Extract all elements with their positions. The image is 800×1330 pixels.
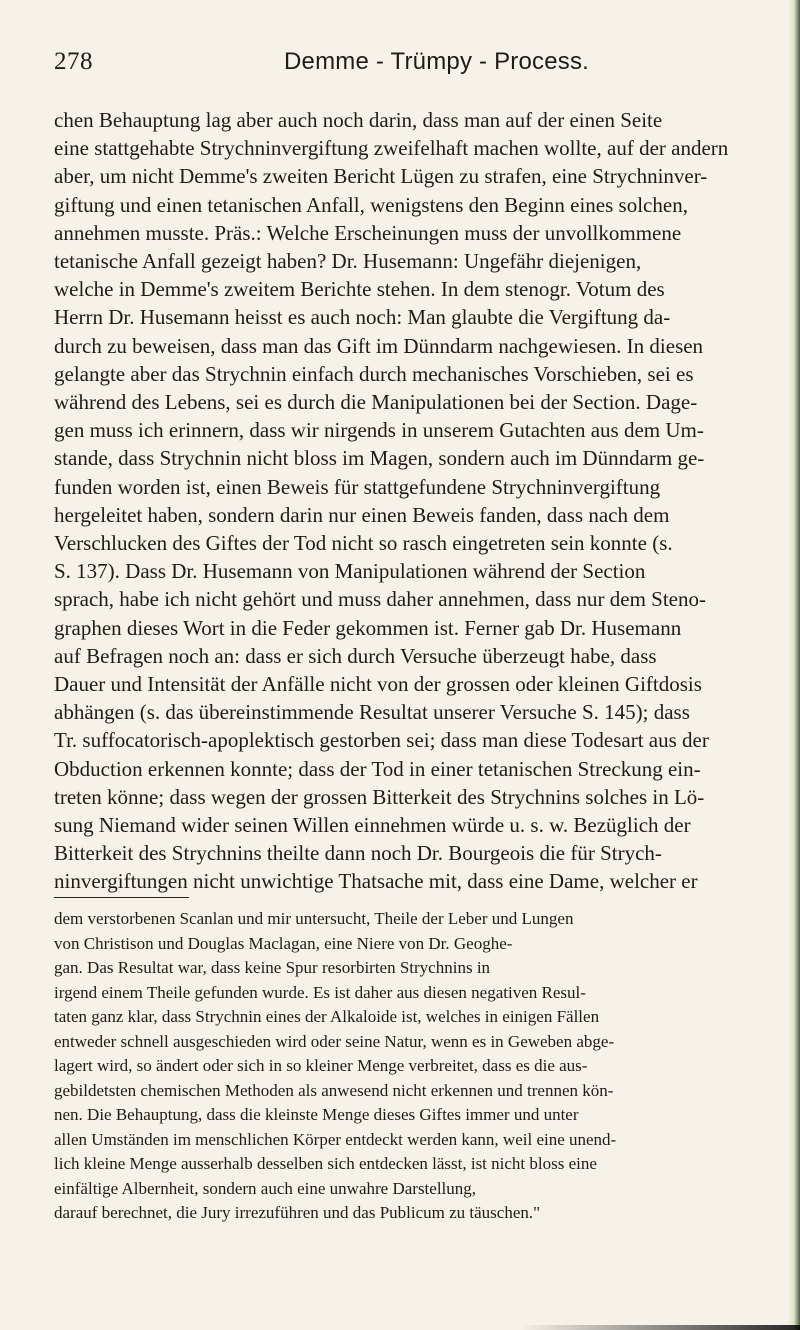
page-number: 278 (54, 48, 93, 75)
running-title: Demme - Trümpy - Process. (284, 48, 590, 75)
footnote-text: dem verstorbenen Scanlan und mir untersucht, Theile der Leber und Lungen von Christison und Douglas Maclagan, eine Niere von Dr. Geoghe- gan. Das Resultat war, dass keine Spur resorbirten Strychnins in irgend einem Theile gefunden wurde. Es ist daher aus diesen negativen Resul- taten ganz klar, dass Strychnin eines der Alkaloide ist, welches in einigen Fällen entweder schnell ausgeschieden wird oder seine Natur, wenn es in Geweben abge- lagert wird, so ändert oder sich in so kleiner Menge verbreitet, dass es die aus- gebildetsten chemischen Methoden als anwesend nicht erkennen und trennen kön- nen. Die Behauptung, dass die kleinste Menge dieses Giftes immer und unter allen Umständen im menschlichen Körper entdeckt werden kann, weil eine unend- lich kleine Menge ausserhalb desselben sich entdecken lässt, ist nicht bloss eine einfältige Albernheit, sondern auch eine unwahre Darstellung, darauf berechnet, die Jury irrezuführen und das Publicum zu täuschen." (54, 909, 617, 1222)
page-edge-shadow (788, 0, 800, 1330)
body-text: chen Behauptung lag aber auch noch darin, dass man auf der einen Seite eine stattgehabte Strychninvergiftung zweifelhaft machen wollte, auf der andern aber, um nicht Demme's zweiten Bericht Lügen zu strafen, eine Strychninver- giftung und einen tetanischen Anfall, wenigstens den Beginn eines solchen, annehmen musste. Präs.: Welche Erscheinungen muss der unvollkommene tetanische Anfall gezeigt haben? Dr. Husemann: Ungefähr diejenigen, welche in Demme's zweitem Berichte stehen. In dem stenogr. Votum des Herrn Dr. Husemann heisst es auch noch: Man glaubte die Vergiftung da- durch zu beweisen, dass man das Gift im Dünndarm nachgewiesen. In diesen gelangte aber das Strychnin einfach durch mechanisches Vorschieben, sei es während des Lebens, sei es durch die Manipulationen bei der Section. Dage- gen muss ich erinnern, dass wir nirgends in unserem Gutachten aus dem Um- stande, dass Strychnin nicht bloss im Magen, sondern auch im Dünndarm ge- funden worden ist, einen Beweis für stattgefundene Strychninvergiftung hergeleitet haben, sondern darin nur einen Beweis fanden, dass nach dem Verschlucken des Giftes der Tod nicht so rasch eingetreten sein konnte (s. S. 137). Dass Dr. Husemann von Manipulationen während der Section sprach, habe ich nicht gehört und muss daher annehmen, dass nur dem Steno- graphen dieses Wort in die Feder gekommen ist. Ferner gab Dr. Husemann auf Befragen noch an: dass er sich durch Versuche überzeugt habe, dass Dauer und Intensität der Anfälle nicht von der grossen oder kleinen Giftdosis abhängen (s. das übereinstimmende Resultat unserer Versuche S. 145); dass Tr. suffocatorisch-apoplektisch gestorben sei; dass man diese Todesart aus der Obduction erkennen konnte; dass der Tod in einer tetanischen Streckung ein- treten könne; dass wegen der grossen Bitterkeit des Strychnins solches in Lö- sung Niemand wider seinen Willen einnehmen würde u. s. w. Bezüglich der Bitterkeit des Strychnins theilte dann noch Dr. Bourgeois die für Strych- ninvergiftungen nicht unwichtige Thatsache mit, dass eine Dame, welcher er (54, 108, 729, 894)
footnote-divider (54, 897, 189, 898)
bottom-edge-shadow (520, 1325, 800, 1330)
page-header (54, 48, 754, 88)
